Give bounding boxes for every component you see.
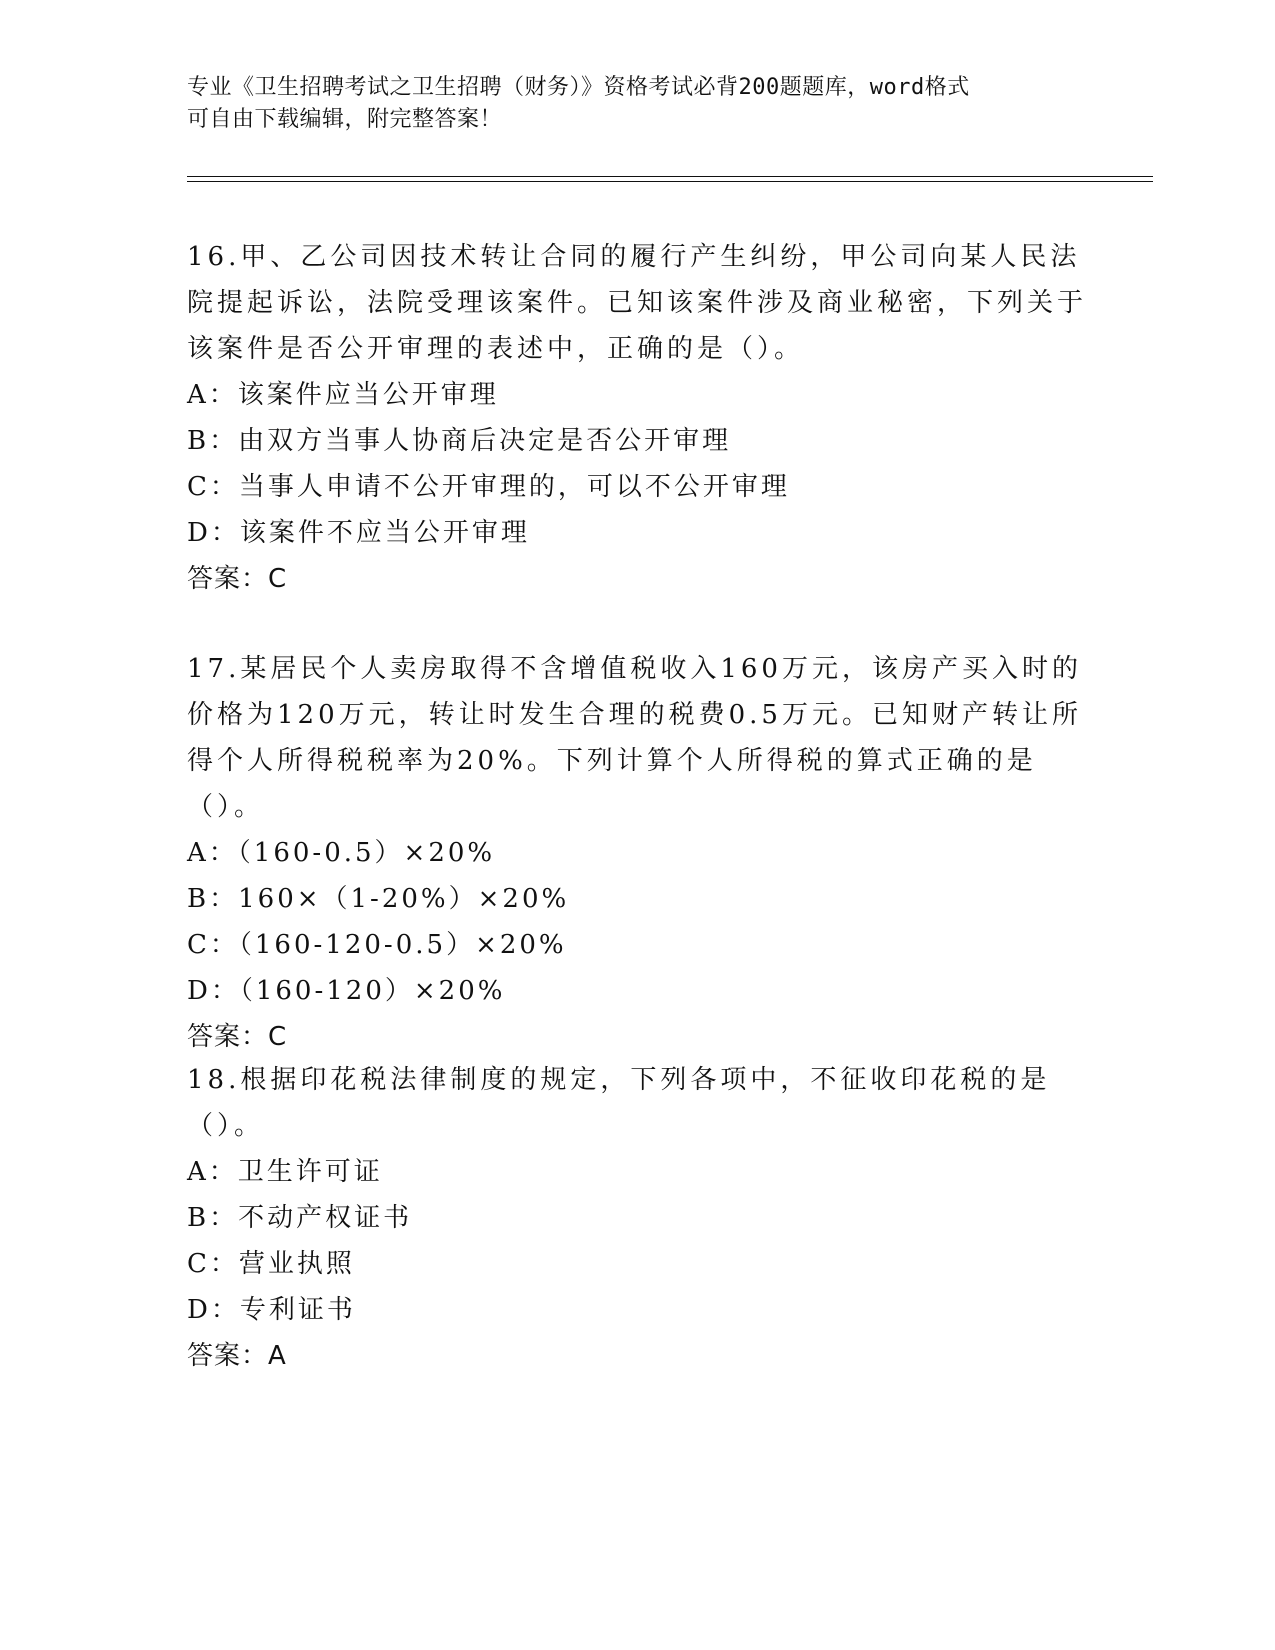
option-d: D：该案件不应当公开审理 bbox=[187, 518, 530, 548]
header-divider-bottom bbox=[187, 181, 1153, 182]
header-line-1: 专业《卫生招聘考试之卫生招聘（财务）》资格考试必背200题题库，word格式 bbox=[187, 75, 970, 100]
answer: 答案：A bbox=[187, 1341, 287, 1371]
option-b: B：由双方当事人协商后决定是否公开审理 bbox=[187, 426, 732, 456]
option-a: A：该案件应当公开审理 bbox=[187, 380, 499, 410]
option-b: B：160×（1-20%）×20% bbox=[187, 884, 570, 914]
answer: 答案：C bbox=[187, 564, 288, 594]
document-header bbox=[187, 72, 1067, 136]
answer: 答案：C bbox=[187, 1022, 288, 1052]
question-16 bbox=[187, 234, 1087, 602]
question-text: 18.根据印花税法律制度的规定，下列各项中，不征收印花税的是（）。 bbox=[187, 1065, 1051, 1141]
option-d: D：专利证书 bbox=[187, 1295, 356, 1325]
option-c: C：营业执照 bbox=[187, 1249, 355, 1279]
option-a: A：卫生许可证 bbox=[187, 1157, 383, 1187]
question-17 bbox=[187, 646, 1087, 1060]
option-a: A：（160-0.5）×20% bbox=[187, 838, 496, 868]
header-line-2: 可自由下载编辑，附完整答案！ bbox=[187, 107, 503, 132]
option-c: C：（160-120-0.5）×20% bbox=[187, 930, 567, 960]
question-text: 17.某居民个人卖房取得不含增值税收入160万元，该房产买入时的价格为120万元，转让时发生合理的税费0.5万元。已知财产转让所得个人所得税税率为20%。下列计算个人所得税的算式正确的是（）。 bbox=[187, 654, 1082, 822]
option-c: C：当事人申请不公开审理的，可以不公开审理 bbox=[187, 472, 790, 502]
option-d: D：（160-120）×20% bbox=[187, 976, 506, 1006]
question-18 bbox=[187, 1057, 1087, 1379]
header-divider-top bbox=[187, 176, 1153, 177]
option-b: B：不动产权证书 bbox=[187, 1203, 413, 1233]
question-text: 16.甲、乙公司因技术转让合同的履行产生纠纷，甲公司向某人民法院提起诉讼，法院受理该案件。已知该案件涉及商业秘密，下列关于该案件是否公开审理的表述中，正确的是（）。 bbox=[187, 242, 1088, 364]
